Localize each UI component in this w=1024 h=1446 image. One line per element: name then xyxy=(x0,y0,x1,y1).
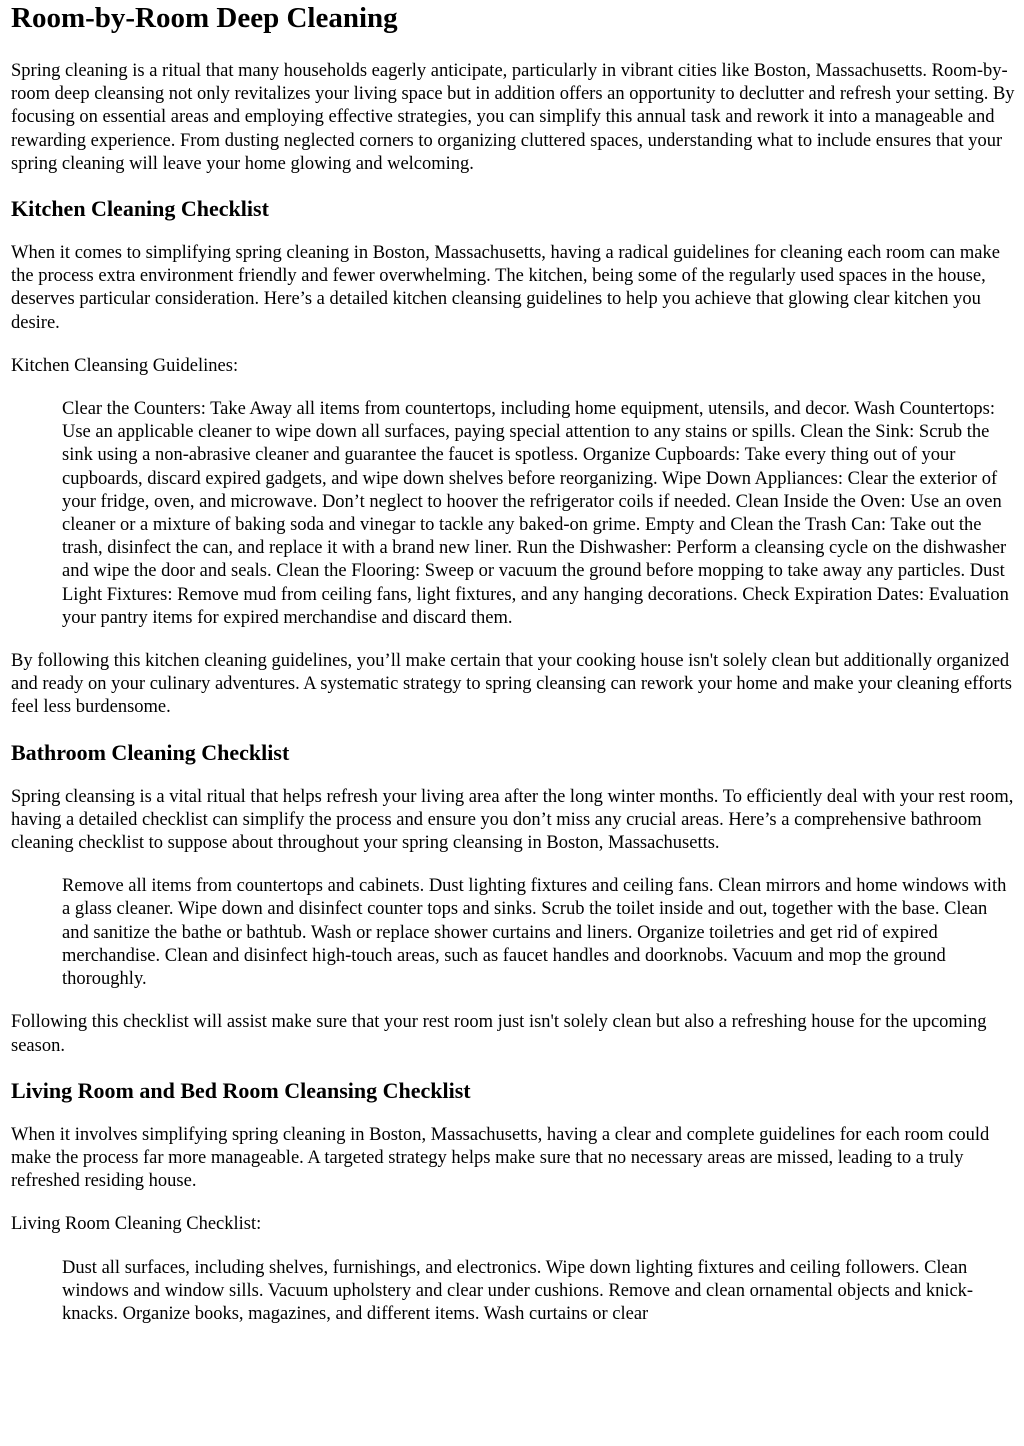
kitchen-intro: When it comes to simplifying spring cleaning in Boston, Massachusetts, having a radical guidelines for cleaning each room can make the process extra environment friendly and fewer overwhelming. The kitchen, being some of the regularly used spaces in the house, deserves particular consideration. Here’s a detailed kitchen cleansing guidelines to help you achieve that glowing clear kitchen you desire. xyxy=(11,243,1000,333)
bathroom-section xyxy=(11,740,1016,1058)
kitchen-outro: By following this kitchen cleaning guidelines, you’ll make certain that your cooking house isn't solely clean but additionally organized and ready on your culinary adventures. A systematic strategy to spring cleansing can rework your home and make your cleaning efforts feel less burdensome. xyxy=(11,651,1012,718)
kitchen-list-label: Kitchen Cleansing Guidelines: xyxy=(11,355,239,376)
kitchen-section xyxy=(11,196,1016,720)
living-intro: When it involves simplifying spring cleaning in Boston, Massachusetts, having a clear and complete guidelines for each room could make the process far more manageable. A targeted strategy helps make sure that no necessary areas are missed, leading to a truly refreshed residing house. xyxy=(11,1124,990,1192)
living-checklist: Dust all surfaces, including shelves, furnishings, and electronics. Wipe down lighting fixtures and ceiling followers. Clean windows and window sills. Vacuum upholstery and clear under cushions. Remove and clean ornamental objects and knick-knacks. Organize books, magazines, and different items. Wash curtains or clear xyxy=(62,1257,974,1324)
bathroom-checklist: Remove all items from countertops and cabinets. Dust lighting fixtures and ceiling fans. Clean mirrors and home windows with a glass cleaner. Wipe down and disinfect counter tops and sinks. Scrub the toilet inside and out, together with the base. Clean and sanitize the bathe or bathtub. Wash or replace shower curtains and liners. Organize toiletries and get rid of expired merchandise. Clean and disinfect high-touch areas, such as faucet handles and doorknobs. Vacuum and mop the ground thoroughly. xyxy=(62,876,1007,990)
intro-paragraph: Spring cleaning is a ritual that many households eagerly anticipate, particularly in vibrant cities like Boston, Massachusetts. Room-by-room deep cleansing not only revitalizes your living space but in addition offers an opportunity to declutter and refresh your setting. By focusing on essential areas and employing effective strategies, you can simplify this annual task and rework it into a manageable and rewarding experience. From dusting neglected corners to organizing cluttered spaces, understanding what to include ensures that your spring cleaning will leave your home glowing and welcoming. xyxy=(11,61,1015,174)
bathroom-heading: Bathroom Cleaning Checklist xyxy=(11,739,290,765)
living-section xyxy=(11,1078,1016,1326)
living-list-label: Living Room Cleaning Checklist: xyxy=(11,1214,262,1235)
kitchen-checklist: Clear the Counters: Take Away all items from countertops, including home equipment, utensils, and decor. Wash Countertops: Use an applicable cleaner to wipe down all surfaces, paying special attention to any stains or spills. Clean the Sink: Scrub the sink using a non-abrasive cleaner and guarantee the faucet is spotless. Organize Cupboards: Take every thing out of your cupboards, discard expired gadgets, and wipe down shelves before reorganizing. Wipe Down Appliances: Clear the exterior of your fridge, oven, and microwave. Don’t neglect to hoover the refrigerator coils if needed. Clean Inside the Oven: Use an oven cleaner or a mixture of baking soda and vinegar to tackle any baked-on grime. Empty and Clean the Trash Can: Take out the trash, disinfect the can, and replace it with a brand new liner. Run the Dishwasher: Perform a cleansing cycle on the dishwasher and wipe the door and seals. Clean the Flooring: Sweep or vacuum the ground before mopping to take away any particles. Dust Light Fixtures: Remove mud from ceiling fans, light fixtures, and any hanging decorations. Check Expiration Dates: Evaluation your pantry items for expired merchandise and discard them. xyxy=(62,399,1009,628)
living-heading: Living Room and Bed Room Cleansing Checklist xyxy=(11,1077,471,1103)
page-title: Room-by-Room Deep Cleaning xyxy=(11,2,398,34)
bathroom-intro: Spring cleansing is a vital ritual that helps refresh your living area after the long winter months. To efficiently deal with your rest room, having a detailed checklist can simplify the process and ensure you don’t miss any crucial areas. Here’s a comprehensive bathroom cleaning checklist to suppose about throughout your spring cleansing in Boston, Massachusetts. xyxy=(11,786,1014,854)
kitchen-heading: Kitchen Cleaning Checklist xyxy=(11,196,269,222)
bathroom-outro: Following this checklist will assist make sure that your rest room just isn't solely clean but also a refreshing house for the upcoming season. xyxy=(11,1012,987,1056)
